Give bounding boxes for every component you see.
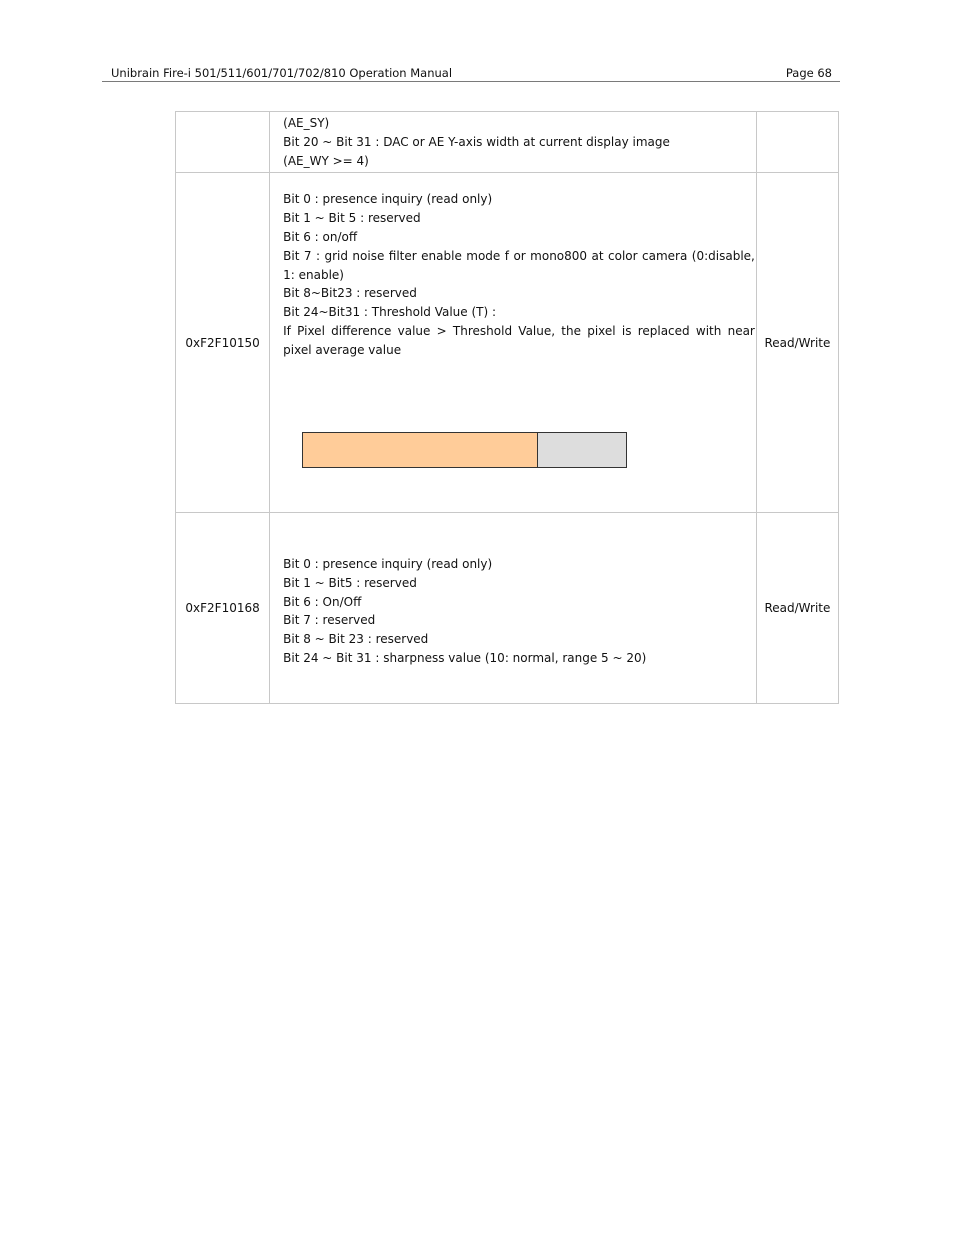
register-access-cell <box>756 112 838 173</box>
description-line: If Pixel difference value > Threshold Value, the pixel is replaced with near pixel average value <box>283 323 755 357</box>
table-row <box>176 112 839 173</box>
description-line: Bit 0 : presence inquiry (read only) <box>283 557 493 571</box>
description-line: (AE_WY >= 4) <box>283 153 369 168</box>
register-table <box>175 111 839 704</box>
description-line: Bit 1 ~ Bit5 : reserved <box>283 575 417 590</box>
page-header <box>102 65 840 82</box>
description-line: Bit 0 : presence inquiry (read only) <box>283 192 493 207</box>
description-line: Bit 7 : reserved <box>283 613 376 628</box>
threshold-bar <box>302 432 538 468</box>
register-access-cell: Read/Write <box>756 513 838 704</box>
register-address-cell <box>176 112 270 173</box>
document-title: Unibrain Fire-i 501/511/601/701/702/810 Operation Manual <box>111 66 453 80</box>
register-description-cell <box>270 173 757 513</box>
description-line: Bit 1 ~ Bit 5 : reserved <box>283 211 421 226</box>
description-line: Bit 7 : grid noise filter enable mode f or mono800 at color camera (0:disable, 1: enable) <box>283 248 755 282</box>
table-row <box>176 173 839 513</box>
register-description-cell <box>270 513 757 704</box>
description-line: (AE_SY) <box>283 116 330 130</box>
register-address-cell: 0xF2F10150 <box>176 173 270 513</box>
description-line: Bit 24 ~ Bit 31 : sharpness value (10: normal, range 5 ~ 20) <box>283 650 647 665</box>
description-line: Bit 6 : on/off <box>283 229 358 244</box>
page-number: Page 68 <box>785 66 832 80</box>
description-line: Bit 6 : On/Off <box>283 594 362 609</box>
register-address-cell: 0xF2F10168 <box>176 513 270 704</box>
description-line: Bit 20 ~ Bit 31 : DAC or AE Y-axis width at current display image <box>283 134 670 149</box>
register-access-cell: Read/Write <box>756 173 838 513</box>
description-line: Bit 8 ~ Bit 23 : reserved <box>283 632 429 647</box>
threshold-diagram <box>302 432 627 468</box>
description-line: Bit 8~Bit23 : reserved <box>283 286 417 301</box>
register-description-cell <box>270 112 757 173</box>
threshold-remainder-box <box>537 432 627 468</box>
description-line: Bit 24~Bit31 : Threshold Value (T) : <box>283 305 497 320</box>
table-row <box>176 513 839 704</box>
